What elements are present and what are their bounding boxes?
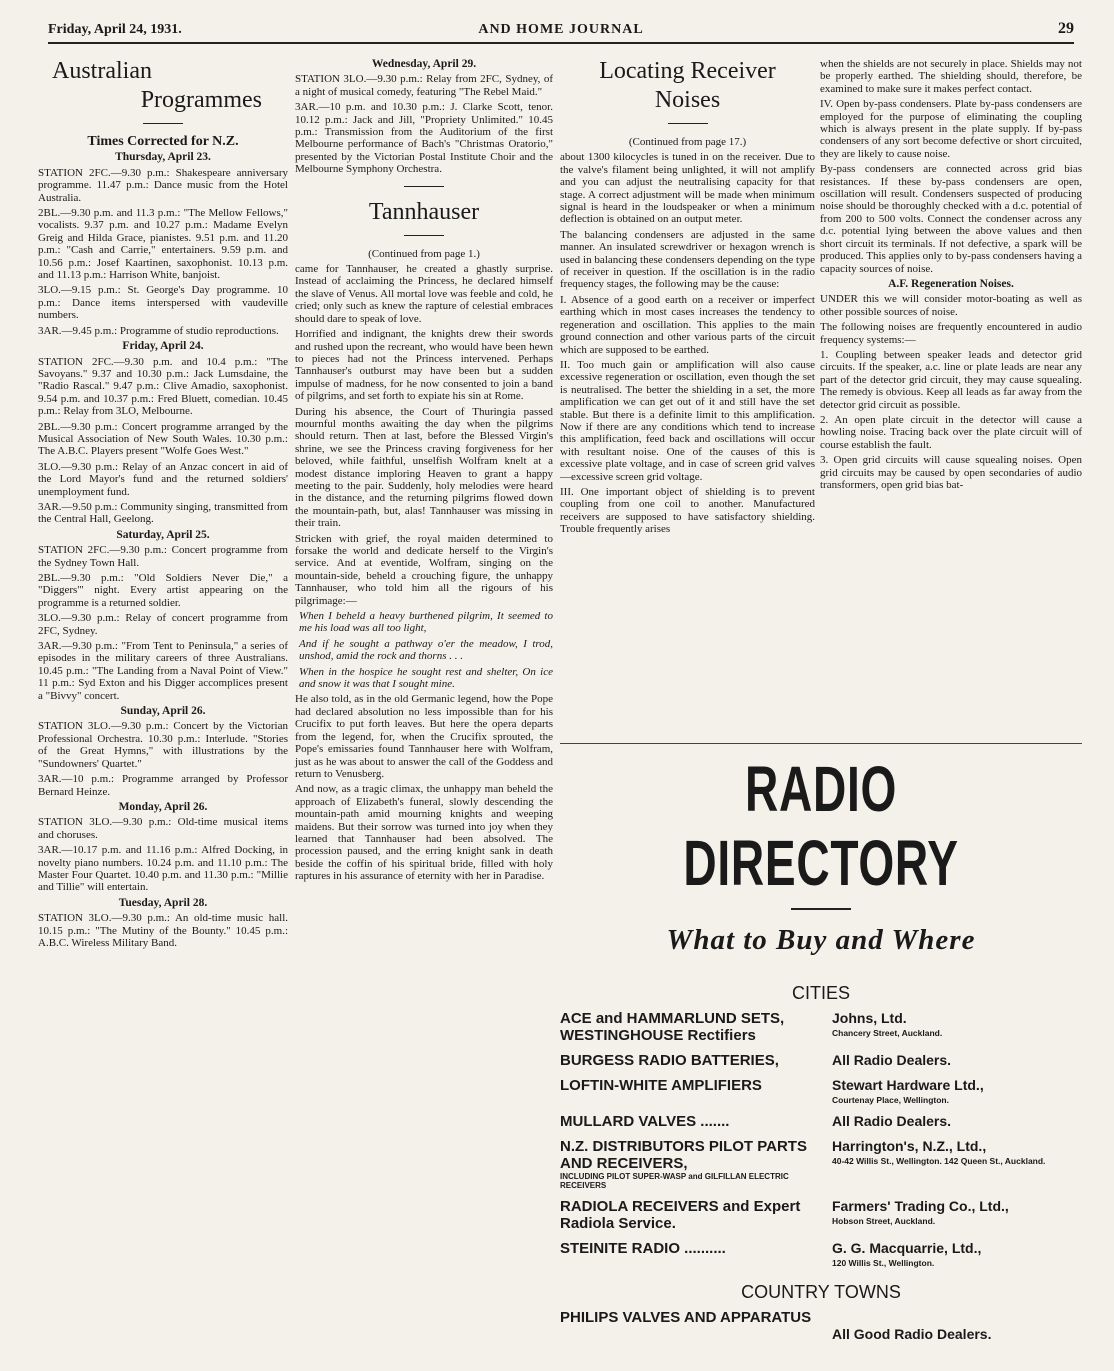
cities-heading: CITIES (791, 983, 850, 1003)
directory-entry (560, 1138, 1082, 1190)
directory-entries (560, 1010, 1082, 1268)
dealer-name (832, 1198, 1082, 1232)
product-name (560, 1113, 822, 1130)
directory-subtitle: What to Buy and Where (666, 924, 976, 956)
dealer-label: Johns, Ltd. (832, 1010, 907, 1026)
dealer-name (832, 1138, 1082, 1190)
country-towns-heading: COUNTRY TOWNS (741, 1282, 901, 1302)
title-rule (143, 123, 183, 124)
dealer-address: Chancery Street, Auckland. (832, 1028, 943, 1038)
day-heading: Tuesday, April 28. (118, 896, 208, 909)
programme-item: STATION 2FC.—9.30 p.m. and 10.4 p.m.: "The Savoyans." 9.37 and 10.30 p.m.: Jack Lumsdaine, the "Radio Rascal." 9.47 p.m.: Clive Amadio, saxophonist. 9.54 p.m. and 10.37 p.m.: Fred Bluett, comedian. 10.45 p.m.: Relay from 3LO, Melbourne. (38, 355, 288, 418)
article-paragraph: 2. An open plate circuit in the detector will cause a howling noise. Tracing back over the plate circuit will of course establish the fault. (820, 413, 1082, 451)
dealer-name (832, 1113, 1082, 1130)
poem-stanza: When I beheld a heavy burthened pilgrim, It seemed to me his load was all too light, (299, 610, 553, 635)
australian-programmes-column (38, 58, 288, 952)
article-paragraph: 3. Open grid circuits will cause squealing noises. Open grid circuits may be caused by open secondaries of audio transformers, open grid bias bat- (820, 454, 1082, 491)
article-paragraph: IV. Open by-pass condensers. Plate by-pass condensers are employed for the purpose of eliminating the coupling which is always present in the plate supply. If by-pass condensers of any sort become defective or short circuited, they are likely to cause noise. (820, 98, 1082, 160)
day-heading: Saturday, April 25. (116, 528, 210, 541)
programme-item: STATION 2FC.—9.30 p.m.: Concert programme from the Sydney Town Hall. (38, 544, 288, 569)
receiver-noises-column-continued (820, 58, 1082, 494)
dealer-name (832, 1052, 1082, 1069)
poem-quote (295, 610, 553, 690)
programme-item: STATION 3LO.—9.30 p.m.: Relay from 2FC, Sydney, of a night of musical comedy, featuring "The Rebel Maid." (295, 73, 553, 98)
issue-date: Friday, April 24, 1931. (48, 22, 182, 37)
day-heading: Sunday, April 26. (120, 705, 206, 718)
day-heading: Thursday, April 23. (115, 151, 211, 164)
article-paragraph: when the shields are not securely in place. Shields may not be properly earthed. The shielding should, therefore, be examined to make sure it makes perfect contact. (820, 58, 1082, 95)
programme-item: 3AR.—9.30 p.m.: "From Tent to Peninsula," a series of episodes in the military careers of three Australians. 10.45 p.m.: "The Landing from a Naval Point of View." 11 p.m.: Syd Exton and his Digger accomplices present a "Bivvy" concert. (38, 640, 288, 702)
programme-days (38, 151, 288, 949)
programme-item: 2BL.—9.30 p.m.: Concert programme arranged by the Musical Association of New South Wales. 10.30 p.m.: The A.B.C. Players present "Wolfe Goes West." (38, 420, 288, 458)
tannhauser-column (295, 58, 553, 886)
product-label: STEINITE RADIO .......... (560, 1240, 726, 1257)
directory-entry (560, 1198, 1082, 1232)
day-heading: Wednesday, April 29. (371, 58, 477, 70)
programme-item: STATION 2FC.—9.30 p.m.: Shakespeare anniversary programme. 11.47 p.m.: Dance music from the Hotel Australia. (38, 166, 288, 204)
day-heading: Monday, April 26. (118, 800, 208, 813)
directory-entry (560, 1052, 1082, 1069)
dealer-label: All Radio Dealers. (832, 1052, 952, 1068)
programme-item: 3AR.—9.50 p.m.: Community singing, transmitted from the Central Hall, Geelong. (38, 500, 288, 526)
product-note: INCLUDING PILOT SUPER-WASP and GILFILLAN ELECTRIC RECEIVERS (560, 1172, 789, 1190)
article-title-line2: Noises (654, 87, 721, 113)
directory-title: RADIO DIRECTORY (683, 753, 959, 899)
product-label: LOFTIN-WHITE AMPLIFIERS (560, 1077, 762, 1094)
dealer-name (832, 1077, 1082, 1105)
article-paragraph: came for Tannhauser, he created a ghastly surprise. Instead of acclaiming the Princess, he declared himself the slave of Venus. All mortal love was feeble and cold, he cried; only such as knew the rapture of celestial embraces should dare to speak of love. (295, 263, 553, 325)
directory-entry (560, 1113, 1082, 1130)
title-rule (404, 235, 444, 236)
dealer-label: Stewart Hardware Ltd., (832, 1077, 984, 1093)
article-paragraph: And now, as a tragic climax, the unhappy man beheld the approach of Elizabeth's funeral, slowly descending the mountain-path amid mourning knights and weeping maidens. But their sorrow was turned into joy when they learned that Tannhauser had been absolved. The procession paused, and the erring knight sank in death beside the coffin of his spiritual bride, filled with holy raptures in his assurance of eternity with her in Paradise. (295, 783, 553, 883)
article-subhead: Times Corrected for N.Z. (87, 134, 239, 149)
article-title-line1: Australian (52, 58, 152, 84)
programme-item: STATION 3LO.—9.30 p.m.: Concert by the Victorian Professional Orchestra. 10.30 p.m.: Interlude. "Stories of the Great Hymns," with illustrations by the "Sundowners' Quartet." (38, 720, 288, 770)
programme-item: 2BL.—9.30 p.m.: "Old Soldiers Never Die," a "Diggers'" night. Every artist appearing on the programme is a returned soldier. (38, 572, 288, 609)
title-rule (668, 123, 708, 124)
article-paragraph: The following noises are frequently encountered in audio frequency systems:— (820, 321, 1082, 346)
poem-stanza: And if he sought a pathway o'er the meadow, I trod, unshod, amid the rock and thorns . . . (299, 637, 553, 663)
continued-note: (Continued from page 17.) (628, 136, 747, 148)
poem-stanza: When in the hospice he sought rest and shelter, On ice and snow it was that I sought mine. (299, 665, 553, 691)
product-name (560, 1138, 822, 1190)
page-number: 29 (1058, 20, 1074, 37)
dealer-address: 40-42 Willis St., Wellington. 142 Queen St., Auckland. (832, 1156, 1046, 1166)
article-title-line1: Locating Receiver (599, 58, 776, 84)
product-label: MULLARD VALVES ....... (560, 1113, 730, 1130)
product-name (560, 1052, 822, 1069)
product-name (560, 1010, 822, 1044)
article-paragraph: UNDER this we will consider motor-boating as well as other possible sources of noise. (820, 293, 1082, 318)
product-name (560, 1077, 822, 1105)
product-label: ACE and HAMMARLUND SETS, WESTINGHOUSE Rectifiers (560, 1010, 785, 1044)
tannhauser-title: Tannhauser (368, 198, 480, 225)
dealer-address: Courtenay Place, Wellington. (832, 1095, 949, 1105)
radio-directory (560, 752, 1082, 1350)
article-paragraph: II. Too much gain or amplification will also cause excessive regeneration or oscillation, even though the set is neutralised. The better the shielding in a set, the more amplification we can get out of it and still have the set stable. But there is a definite limit to this amplification. Now if there are any conditions which tend to increase this amplification, feed back and oscillations will occur with resultant noise. One of the causes of this is excessive plate voltage, and in case of screen grid valves—excessive screen grid voltage. (560, 358, 815, 483)
article-paragraph: The balancing condensers are adjusted in the same manner. An insulated screwdriver or hexagon wrench is used in balancing these condensers depending on the type of receiver in question. If the oscillation is in the radio frequency stages, the following may be the cause: (560, 228, 815, 291)
programme-item: 2BL.—9.30 p.m. and 11.3 p.m.: "The Mellow Fellows," vocalists. 9.37 p.m. and 10.27 p.m.: Madame Evelyn Greig and Hilda Grace, pianistes. 9.51 p.m. and 11.20 p.m.: "Cash and Carrie," entertainers. 9.59 p.m. and 10.56 p.m.: Josef Kaartinen, saxophonist. 10.13 p.m. and 11.13 p.m.: Harrison White, banjoist. (38, 207, 288, 282)
product-label: N.Z. DISTRIBUTORS PILOT PARTS AND RECEIVERS, (560, 1138, 807, 1172)
article-paragraph: During his absence, the Court of Thuringia passed mournful months awaiting the day when the pilgrims should return. Then at last, before the Blessed Virgin's shrine, we see the Princess craving forgiveness for her beloved, while faithful, unselfish Wolfram knelt at a modest distance imploring Heaven to grant a happy meeting to the pair. Suddenly, holy melodies were heard in the distance, and the returning pilgrims flowed down the mountain-path, but, alas! Tannhauser was missing in their train. (295, 405, 553, 530)
programme-item: 3AR.—10 p.m.: Programme arranged by Professor Bernard Heinze. (38, 773, 288, 798)
dealer-name: All Good Radio Dealers. (832, 1326, 992, 1342)
programme-item: STATION 3LO.—9.30 p.m.: An old-time music hall. 10.15 p.m.: "The Mutiny of the Bounty." 10.45 p.m.: A.B.C. Wireless Military Band. (38, 912, 288, 949)
programme-item: 3LO.—9.15 p.m.: St. George's Day programme. 10 p.m.: Dance items interspersed with vaudeville numbers. (38, 284, 288, 322)
product-name (560, 1240, 822, 1268)
product-label: BURGESS RADIO BATTERIES, (560, 1052, 779, 1069)
dealer-label: G. G. Macquarrie, Ltd., (832, 1240, 982, 1256)
article-paragraph: about 1300 kilocycles is tuned in on the receiver. Due to the valve's filament being unlighted, it will not amplify and you can adjust the neutralising capacity for that stage. A correct adjustment will be made when minimum signal is heard in the loudspeaker or when a minimum deflection is obtained on an output meter. (560, 151, 815, 226)
programme-item: 3AR.—10.17 p.m. and 11.16 p.m.: Alfred Docking, in novelty piano numbers. 10.24 p.m. and 11.10 p.m.: The Master Four Quartet. 10.40 p.m. and 11.30 p.m.: "Millie and Tillie" will entertain. (38, 844, 288, 894)
directory-entry (560, 1240, 1082, 1268)
programme-item: 3AR.—10 p.m. and 10.30 p.m.: J. Clarke Scott, tenor. 10.12 p.m.: Jack and Jill, "Propriety Unlimited." 10.45 p.m.: Transmission from the Auditorium of the first Melbourne performance of Bach's "Christmas Oratorio," presented by the Victorian Postal Institute Choir and the Melbourne Symphony Orchestra. (295, 101, 553, 176)
article-paragraph: 1. Coupling between speaker leads and detector grid circuits. If the speaker, a.c. line or plate leads are near any part of the detector grid circuit, they may cause squealing. The remedy is obvious. Keep all leads as far away from the detector grid circuit as possible. (820, 348, 1082, 411)
day-heading: Friday, April 24. (122, 340, 204, 353)
dealer-name (832, 1010, 1082, 1044)
page-header (48, 20, 1074, 44)
section-rule (404, 186, 444, 187)
programme-item: 3LO.—9.30 p.m.: Relay of an Anzac concert in aid of the Lord Mayor's fund and the returned soldiers' unemployment fund. (38, 460, 288, 498)
article-paragraph: III. One important object of shielding is to prevent coupling from one coil to another. Manufactured receivers are supposed to have satisfactory shielding. Trouble frequently arises (560, 485, 815, 536)
article-title-line2: Programmes (140, 87, 262, 113)
title-rule (791, 908, 851, 910)
directory-entry (560, 1309, 1082, 1342)
product-label: RADIOLA RECEIVERS and Expert Radiola Service. (560, 1198, 801, 1232)
programme-item: STATION 3LO.—9.30 p.m.: Old-time musical items and choruses. (38, 816, 288, 841)
directory-entry (560, 1077, 1082, 1105)
dealer-label: Farmers' Trading Co., Ltd., (832, 1198, 1009, 1214)
article-paragraph: I. Absence of a good earth on a receiver or imperfect earthing which in most cases increases the tendency to regeneration and oscillation. This applies to the main ground connection and other various parts of the circuit which are supposed to be earthed. (560, 293, 815, 356)
programme-item: 3AR.—9.45 p.m.: Programme of studio reproductions. (38, 324, 279, 337)
article-paragraph: Stricken with grief, the royal maiden determined to forsake the world and dedicate herself to the Virgin's service. And at eventide, Wolfram, singing on the mountain-side, beheld a crouching figure, the unhappy Tannhauser, who told him all the rigours of his pilgrimage:— (295, 532, 553, 607)
section-subhead: A.F. Regeneration Noises. (888, 277, 1014, 290)
directory-entry (560, 1010, 1082, 1044)
receiver-noises-column (560, 58, 815, 539)
directory-divider (560, 743, 1082, 744)
article-paragraph: By-pass condensers are connected across grid bias resistances. If these by-pass condensers are open, oscillation will result. Condensers suspected of producing noise should be thoroughly checked with a d.c. potential of from 200 to 500 volts. Connect the condenser across any d.c. potential lying between the above values and then short circuit its terminals. If not defective, a spark will be produced. This applies only to by-pass condensers having a capacity sources of noise. (820, 163, 1082, 275)
continued-note: (Continued from page 1.) (368, 247, 480, 260)
dealer-address: Hobson Street, Auckland. (832, 1216, 936, 1226)
product-name: PHILIPS VALVES AND APPARATUS (560, 1309, 812, 1326)
dealer-name (832, 1240, 1082, 1268)
article-paragraph: Horrified and indignant, the knights drew their swords and rushed upon the recreant, who would have been hewn to pieces had not the Princess intervened. Perhaps Tannhauser's outburst may have been but a sudden impulse of madness, for he now consented to join a band of pilgrims, and set forth to expiate his sin at Rome. (295, 328, 553, 403)
article-paragraph: He also told, as in the old Germanic legend, how the Pope had declared absolution no less impossible than for his Crucifix to put forth leaves. But here the opera departs from the legend, for, when the Crucifix sprouted, the Pope's emissaries found Tannhauser here with Wolfram, just as he was about to answer the call of the Goddess and return to Venusberg. (295, 693, 553, 780)
dealer-label: All Radio Dealers. (832, 1113, 952, 1129)
dealer-address: 120 Willis St., Wellington. (832, 1258, 935, 1268)
journal-name: AND HOME JOURNAL (478, 22, 644, 37)
product-name (560, 1198, 822, 1232)
programme-item: 3LO.—9.30 p.m.: Relay of concert programme from 2FC, Sydney. (38, 612, 288, 637)
dealer-label: Harrington's, N.Z., Ltd., (832, 1138, 987, 1154)
